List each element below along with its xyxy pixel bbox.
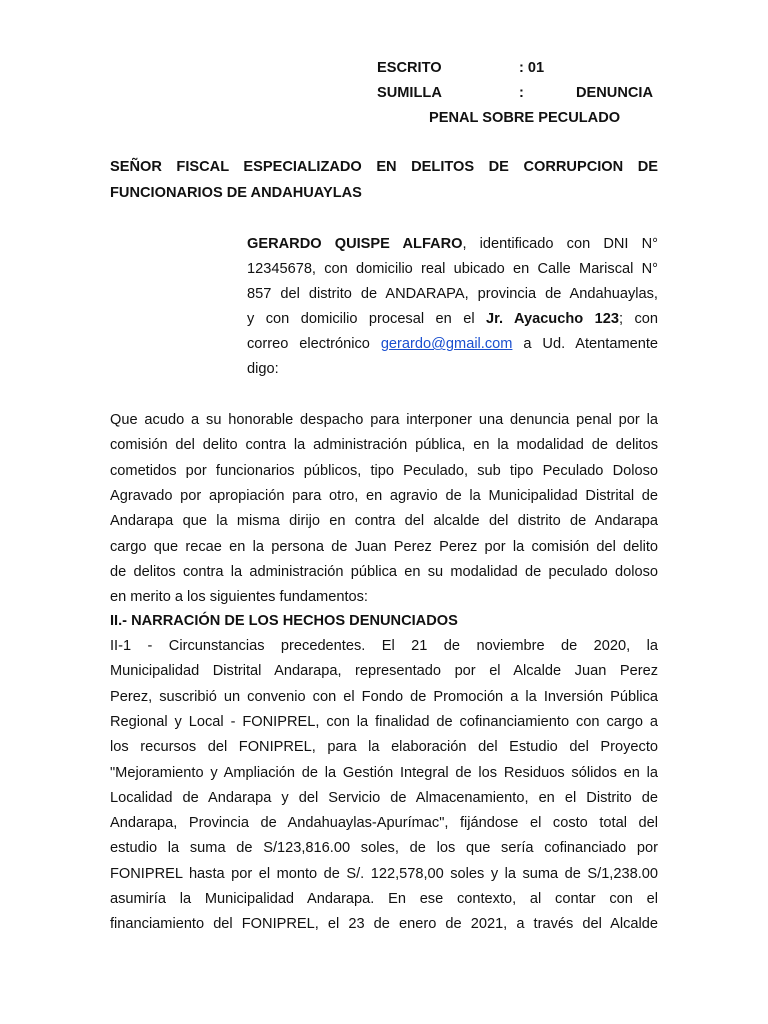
intro-line: Que acudo a su honorable despacho para interponer una denuncia penal por la [110,412,658,428]
narration-line: Regional y Local - FONIPREL, con la finalidad de cofinanciamiento con cargo a [110,713,658,730]
addressee-line-2: FUNCIONARIOS DE ANDAHUAYLAS [110,185,362,201]
intro-line: Agravado por apropiación para otro, en agravio de la Municipalidad Distrital de [110,487,658,504]
sumilla-value: DENUNCIA [576,85,654,101]
sumilla-line2: PENAL SOBRE PECULADO [429,110,621,126]
email-prefix: correo electrónico [247,336,381,352]
sumilla-colon: : [519,85,524,101]
identification-line-6: digo: [247,361,279,377]
narration-line: asumiría la Municipalidad Andarapa. En ese contexto, al contar con el [110,891,658,907]
escrito-label: ESCRITO [377,60,442,76]
procesal-text: y con domicilio procesal en el [247,311,487,327]
narration-line: FONIPREL hasta por el monto de S/. 122,578,00 soles y la suma de S/1,238.00 [110,865,658,882]
narration-line: los recursos del FONIPREL, para la elaboración del Estudio del Proyecto [110,739,658,756]
narration-line: Localidad de Andarapa y del Servicio de Almacenamiento, en el Distrito de [110,789,658,806]
addressee-line-1: SEÑOR FISCAL ESPECIALIZADO EN DELITOS DE CORRUPCION DE [110,159,658,175]
identification-line-1 [247,235,658,253]
intro-line: Andarapa que la misma dirijo en contra del alcalde del distrito de Andarapa [110,513,658,530]
complainant-name: GERARDO QUISPE ALFARO [247,236,463,252]
narration-line: Perez, suscribió un convenio con el Fondo de Promoción a la Inversión Pública [110,688,658,705]
identification-line-3: 857 del distrito de ANDARAPA, provincia de Andahuaylas, [247,286,658,302]
narration-line: estudio la suma de S/123,816.00 soles, de los que sería cofinanciado por [110,840,658,857]
identification-line-2: 12345678, con domicilio real ubicado en Calle Mariscal N° [247,261,658,277]
narration-line: Andarapa, Provincia de Andahuaylas-Apurímac", fijándose el costo total del [110,815,658,832]
intro-line: cometidos por funcionarios públicos, tipo Peculado, sub tipo Peculado Doloso [110,462,658,479]
identification-line-1-text: , identificado con DNI N° [462,236,658,252]
narration-line: financiamiento del FONIPREL, el 23 de enero de 2021, a través del Alcalde [110,916,658,933]
intro-line: de delitos contra la administración pública en su modalidad de peculado doloso [110,563,658,580]
narration-line: "Mejoramiento y Ampliación de la Gestión Integral de los Residuos sólidos en la [110,764,658,781]
intro-line: cargo que recae en la persona de Juan Perez Perez por la comisión del delito [110,538,658,555]
email-link[interactable]: gerardo@gmail.com [380,336,513,352]
sumilla-label: SUMILLA [377,85,442,101]
narration-line: Municipalidad Distrital Andarapa, representado por el Alcalde Juan Perez [110,663,658,680]
identification-line-4 [247,310,658,328]
intro-line: en merito a los siguientes fundamentos: [110,589,368,606]
escrito-value: : 01 [519,60,545,76]
procesal-address: Jr. Ayacucho 123 [486,311,619,327]
narration-line: II-1 - Circunstancias precedentes. El 21 de noviembre de 2020, la [110,638,658,654]
identification-line-5 [247,335,658,353]
identification-block [247,235,658,385]
procesal-text-end: ; con [618,311,658,327]
intro-line: comisión del delito contra la administración pública, en la modalidad de delitos [110,437,658,454]
email-suffix: a Ud. Atentamente [512,336,658,352]
section-heading: II.- NARRACIÓN DE LOS HECHOS DENUNCIADOS [110,613,458,629]
